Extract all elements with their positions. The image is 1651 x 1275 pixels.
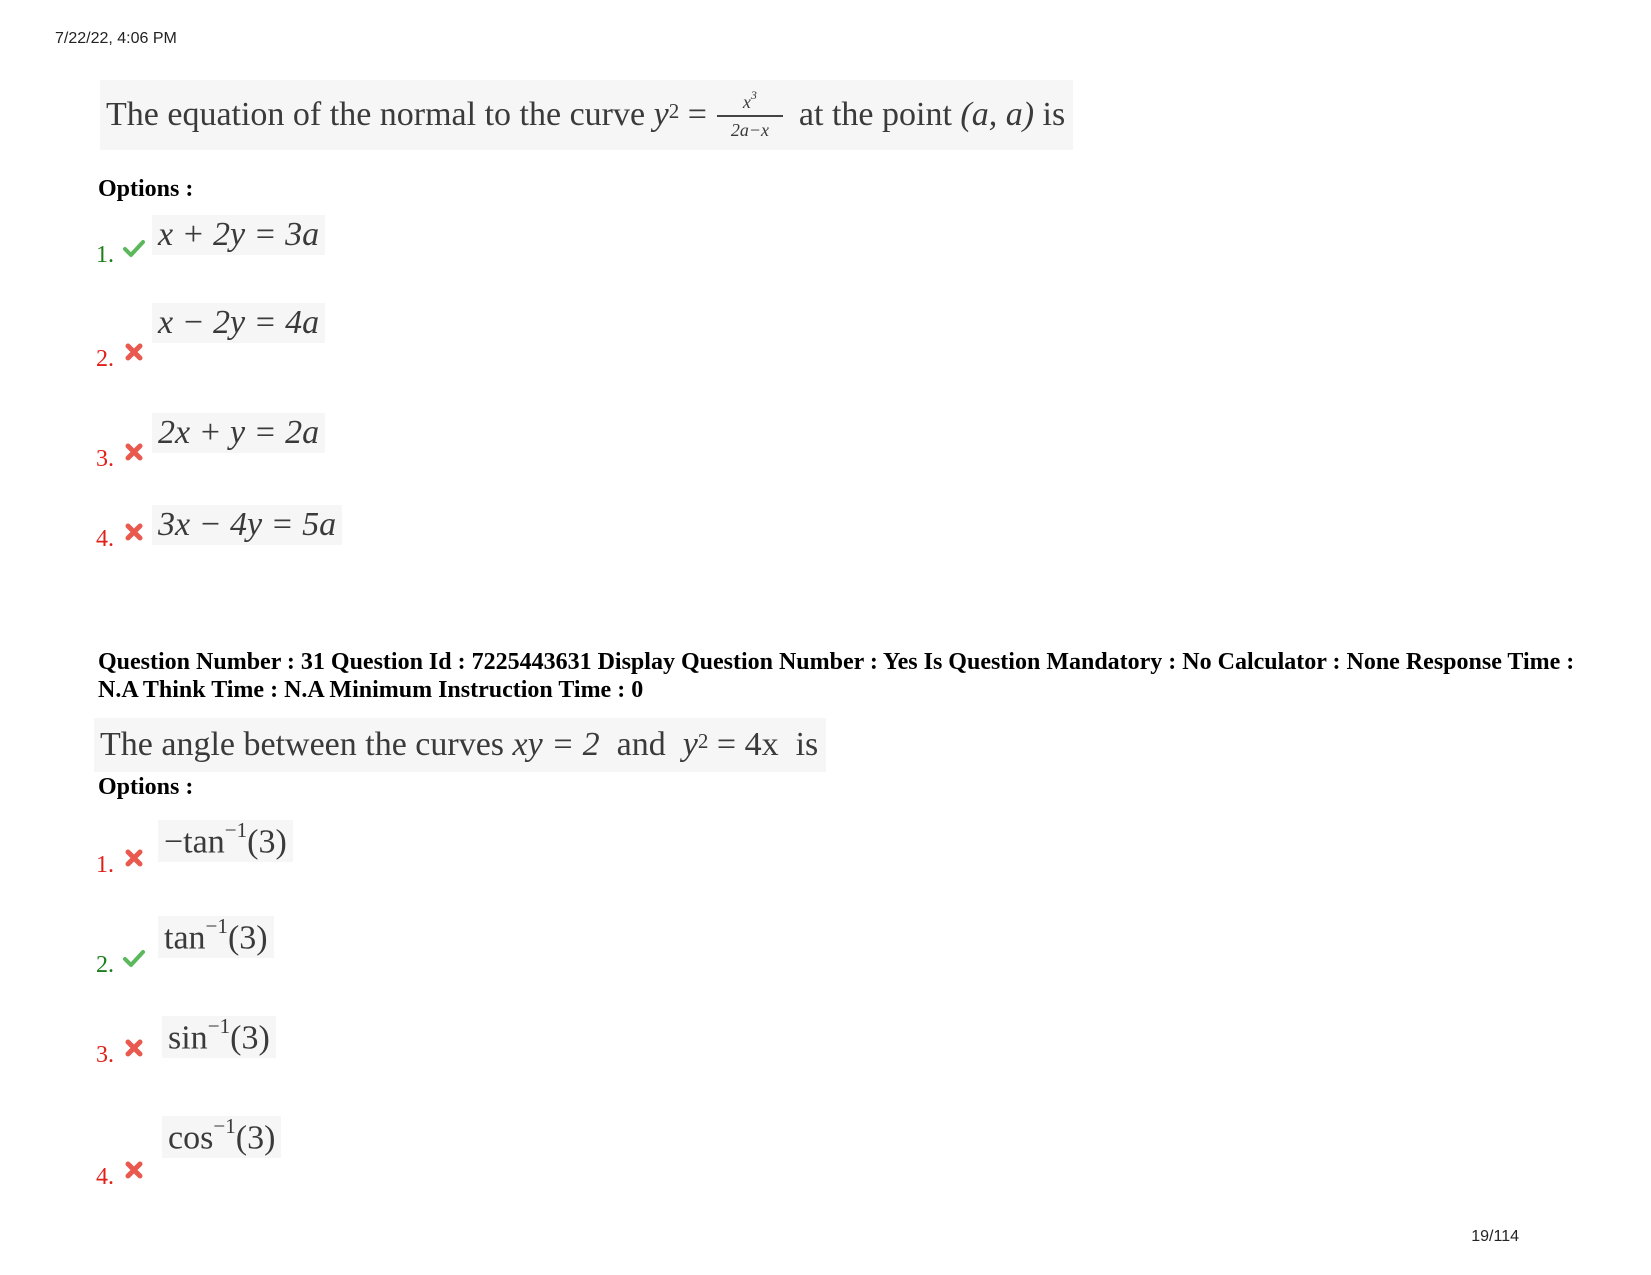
option-expression: 2x + y = 2a [152, 413, 325, 453]
cross-icon [122, 340, 146, 364]
math-exponent: 2 [668, 99, 680, 124]
option-expression: $\cos^{-1}(3)$ [162, 1116, 281, 1158]
cross-icon [122, 1158, 146, 1182]
question-statement-image [100, 80, 1073, 150]
option-number: 3. [96, 446, 114, 472]
cross-icon [122, 440, 146, 464]
math-var: y [653, 96, 669, 133]
option-number: 1. [96, 852, 114, 878]
question-meta: Question Number : 31 Question Id : 7225443631 Display Question Number : Yes Is Question Mandatory : No Calculator : None Response Time : N.A Think Time : N.A Minimum Instruction Time : 0 [98, 649, 1575, 703]
fraction-numerator-var: x [742, 92, 751, 112]
question-conjunction: and [616, 726, 666, 763]
option-expression: x + 2y = 3a [152, 215, 325, 255]
math-expression: xy = 2 [512, 726, 600, 763]
math-fraction [717, 88, 783, 140]
math-equals: = [687, 96, 707, 133]
cross-icon [122, 846, 146, 870]
option-expression: $\sin^{-1}(3)$ [162, 1016, 276, 1058]
option-number: 4. [96, 1164, 114, 1190]
fraction-numerator-exp: 3 [750, 88, 757, 103]
math-exponent: 2 [697, 729, 709, 754]
option-number: 2. [96, 952, 114, 978]
question-text: The equation of the normal to the curve [106, 96, 646, 133]
question-text: The angle between the curves [100, 726, 505, 763]
option-expression: $-\tan^{-1}(3)$ [158, 820, 293, 862]
cross-icon [122, 520, 146, 544]
option-expression: $\tan^{-1}(3)$ [158, 916, 274, 958]
option-number: 2. [96, 346, 114, 372]
fraction-denominator: 2a−x [730, 120, 769, 140]
question-text-tail: at the point [798, 96, 952, 133]
check-icon [122, 236, 146, 260]
option-expression: x − 2y = 4a [152, 303, 325, 343]
page-indicator: 19/114 [1471, 1228, 1519, 1245]
option-number: 3. [96, 1042, 114, 1068]
math-point: (a, a) [960, 96, 1035, 133]
question-statement-image [94, 718, 826, 772]
print-timestamp: 7/22/22, 4:06 PM [55, 30, 177, 47]
option-expression: 3x − 4y = 5a [152, 505, 342, 545]
question-text-end: is [1042, 96, 1066, 133]
math-expression-rest: = 4x [716, 726, 779, 763]
math-var: y [682, 726, 698, 763]
check-icon [122, 946, 146, 970]
option-number: 1. [96, 242, 114, 268]
question-text-end: is [795, 726, 819, 763]
option-number: 4. [96, 526, 114, 552]
options-label: Options : [98, 774, 194, 800]
cross-icon [122, 1036, 146, 1060]
options-label: Options : [98, 176, 194, 202]
